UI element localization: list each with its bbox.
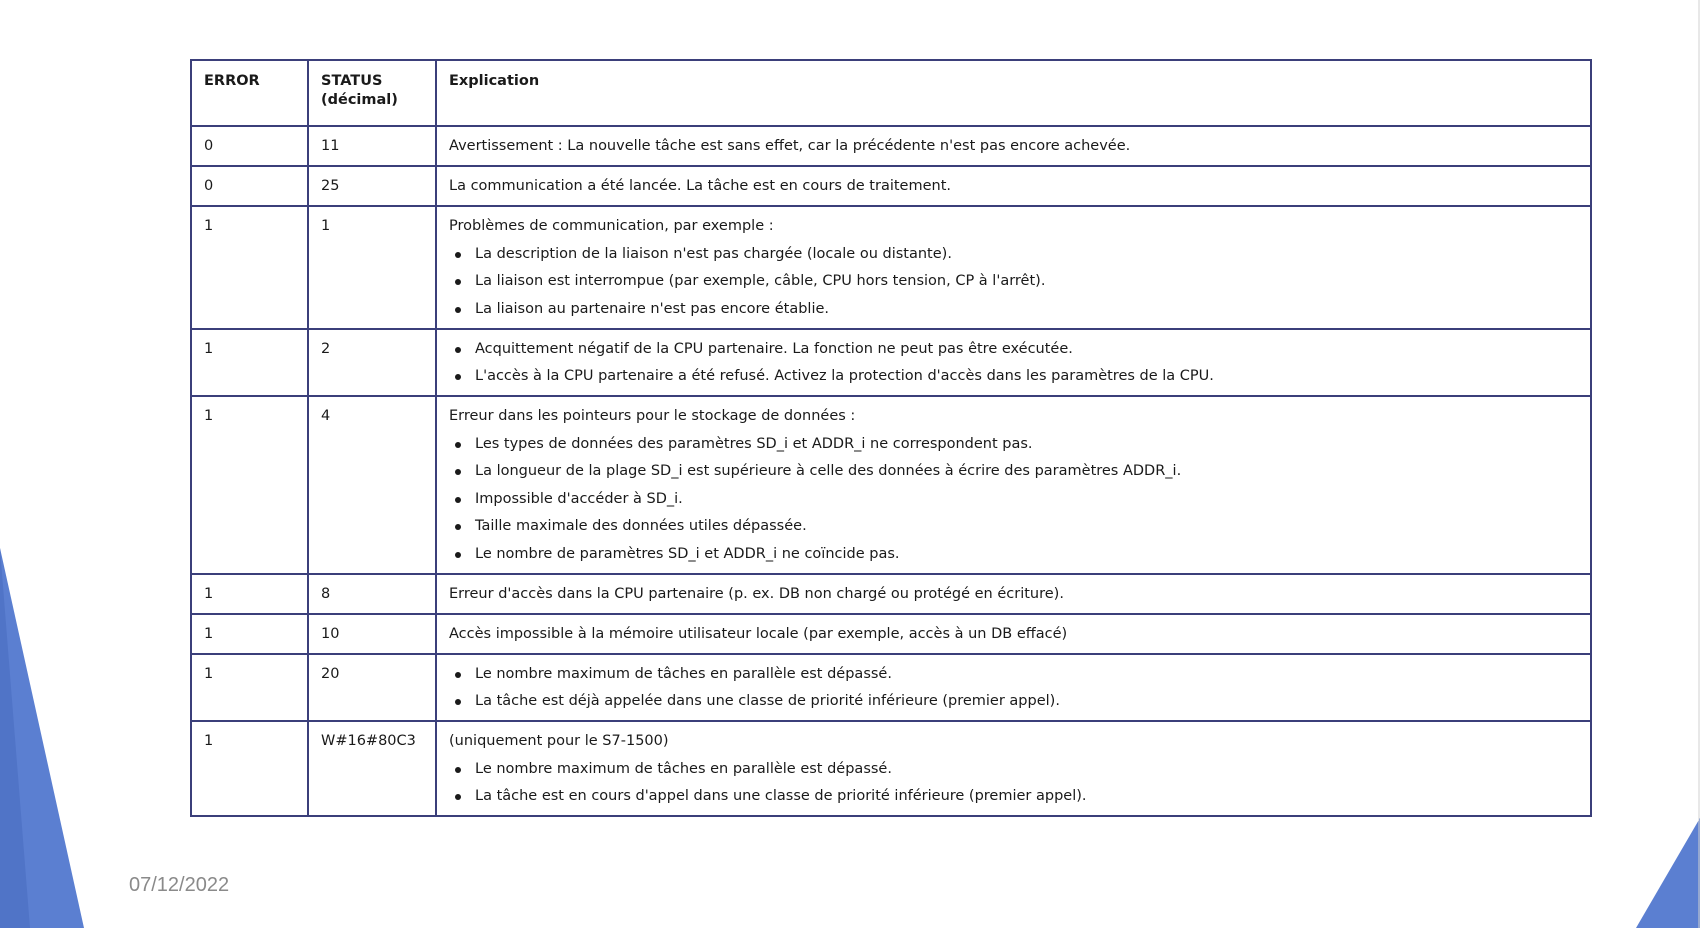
explication-intro: Avertissement : La nouvelle tâche est sans effet, car la précédente n'est pas encore achevée. (449, 138, 1131, 154)
cell-status: 4 (308, 396, 436, 574)
explication-bullet: Le nombre maximum de tâches en parallèle est dépassé. (463, 665, 1578, 684)
explication-bullet: La description de la liaison n'est pas chargée (locale ou distante). (463, 245, 1578, 264)
explication-bullet: Le nombre maximum de tâches en parallèle est dépassé. (463, 760, 1578, 779)
table-row (191, 166, 1591, 206)
explication-intro: La communication a été lancée. La tâche est en cours de traitement. (449, 178, 951, 194)
cell-status: 10 (308, 614, 436, 654)
cell-explication (436, 166, 1591, 206)
explication-bullet-list (449, 435, 1578, 564)
cell-status: 11 (308, 126, 436, 166)
cell-status: 20 (308, 654, 436, 722)
cell-error: 1 (191, 614, 308, 654)
slide-date: 07/12/2022 (129, 874, 230, 896)
explication-intro: Erreur d'accès dans la CPU partenaire (p. ex. DB non chargé ou protégé en écriture). (449, 585, 1064, 602)
explication-bullet: Le nombre de paramètres SD_i et ADDR_i ne coïncide pas. (463, 545, 1578, 564)
right-accent-triangle (1636, 818, 1700, 928)
cell-explication (436, 206, 1591, 329)
explication-bullet: Les types de données des paramètres SD_i et ADDR_i ne correspondent pas. (463, 435, 1578, 454)
cell-explication (436, 329, 1591, 397)
table-row (191, 614, 1591, 654)
explication-bullet: La liaison au partenaire n'est pas encore établie. (463, 300, 1578, 319)
cell-explication (436, 396, 1591, 574)
explication-bullet: La tâche est déjà appelée dans une classe de priorité inférieure (premier appel). (463, 692, 1578, 711)
explication-intro: Accès impossible à la mémoire utilisateur locale (par exemple, accès à un DB effacé) (449, 625, 1068, 642)
explication-intro: (uniquement pour le S7-1500) (449, 733, 669, 749)
explication-bullet-list (449, 245, 1578, 319)
cell-explication (436, 654, 1591, 722)
cell-error: 1 (191, 574, 308, 614)
header-explication-label: Explication (449, 73, 540, 89)
explication-bullet: Impossible d'accéder à SD_i. (463, 490, 1578, 509)
cell-error: 0 (191, 126, 308, 166)
cell-status: 25 (308, 166, 436, 206)
explication-bullet-list (449, 665, 1578, 712)
explication-bullet: Acquittement négatif de la CPU partenaire. La fonction ne peut pas être exécutée. (463, 340, 1578, 359)
cell-error: 1 (191, 396, 308, 574)
header-status-sublabel: (décimal) (321, 92, 398, 108)
table-row (191, 654, 1591, 722)
cell-status: 8 (308, 574, 436, 614)
explication-bullet: La liaison est interrompue (par exemple, câble, CPU hors tension, CP à l'arrêt). (463, 272, 1578, 291)
table-row (191, 721, 1591, 816)
cell-error: 1 (191, 654, 308, 722)
table-body (191, 126, 1591, 816)
error-status-table-container (190, 59, 1592, 817)
cell-status: W#16#80C3 (308, 721, 436, 816)
cell-explication (436, 721, 1591, 816)
cell-error: 0 (191, 166, 308, 206)
explication-bullet-list (449, 340, 1578, 387)
header-error (191, 60, 308, 126)
header-status (308, 60, 436, 126)
table-header-row (191, 60, 1591, 126)
explication-bullet: Taille maximale des données utiles dépassée. (463, 517, 1578, 536)
explication-intro: Erreur dans les pointeurs pour le stockage de données : (449, 408, 856, 424)
table-row (191, 126, 1591, 166)
header-error-label: ERROR (204, 73, 260, 89)
cell-error: 1 (191, 206, 308, 329)
error-status-table (190, 59, 1592, 817)
explication-bullet-list (449, 760, 1578, 807)
explication-bullet: La tâche est en cours d'appel dans une classe de priorité inférieure (premier appel). (463, 787, 1578, 806)
cell-status: 1 (308, 206, 436, 329)
cell-explication (436, 574, 1591, 614)
explication-bullet: La longueur de la plage SD_i est supérieure à celle des données à écrire des paramètres ADDR_i. (463, 462, 1578, 481)
cell-explication (436, 126, 1591, 166)
cell-explication (436, 614, 1591, 654)
cell-status: 2 (308, 329, 436, 397)
header-explication (436, 60, 1591, 126)
explication-bullet: L'accès à la CPU partenaire a été refusé. Activez la protection d'accès dans les paramètres de la CPU. (463, 367, 1578, 386)
table-row (191, 206, 1591, 329)
explication-intro: Problèmes de communication, par exemple : (449, 218, 774, 234)
table-row (191, 574, 1591, 614)
table-row (191, 329, 1591, 397)
cell-error: 1 (191, 721, 308, 816)
cell-error: 1 (191, 329, 308, 397)
header-status-label: STATUS (321, 73, 383, 89)
table-row (191, 396, 1591, 574)
